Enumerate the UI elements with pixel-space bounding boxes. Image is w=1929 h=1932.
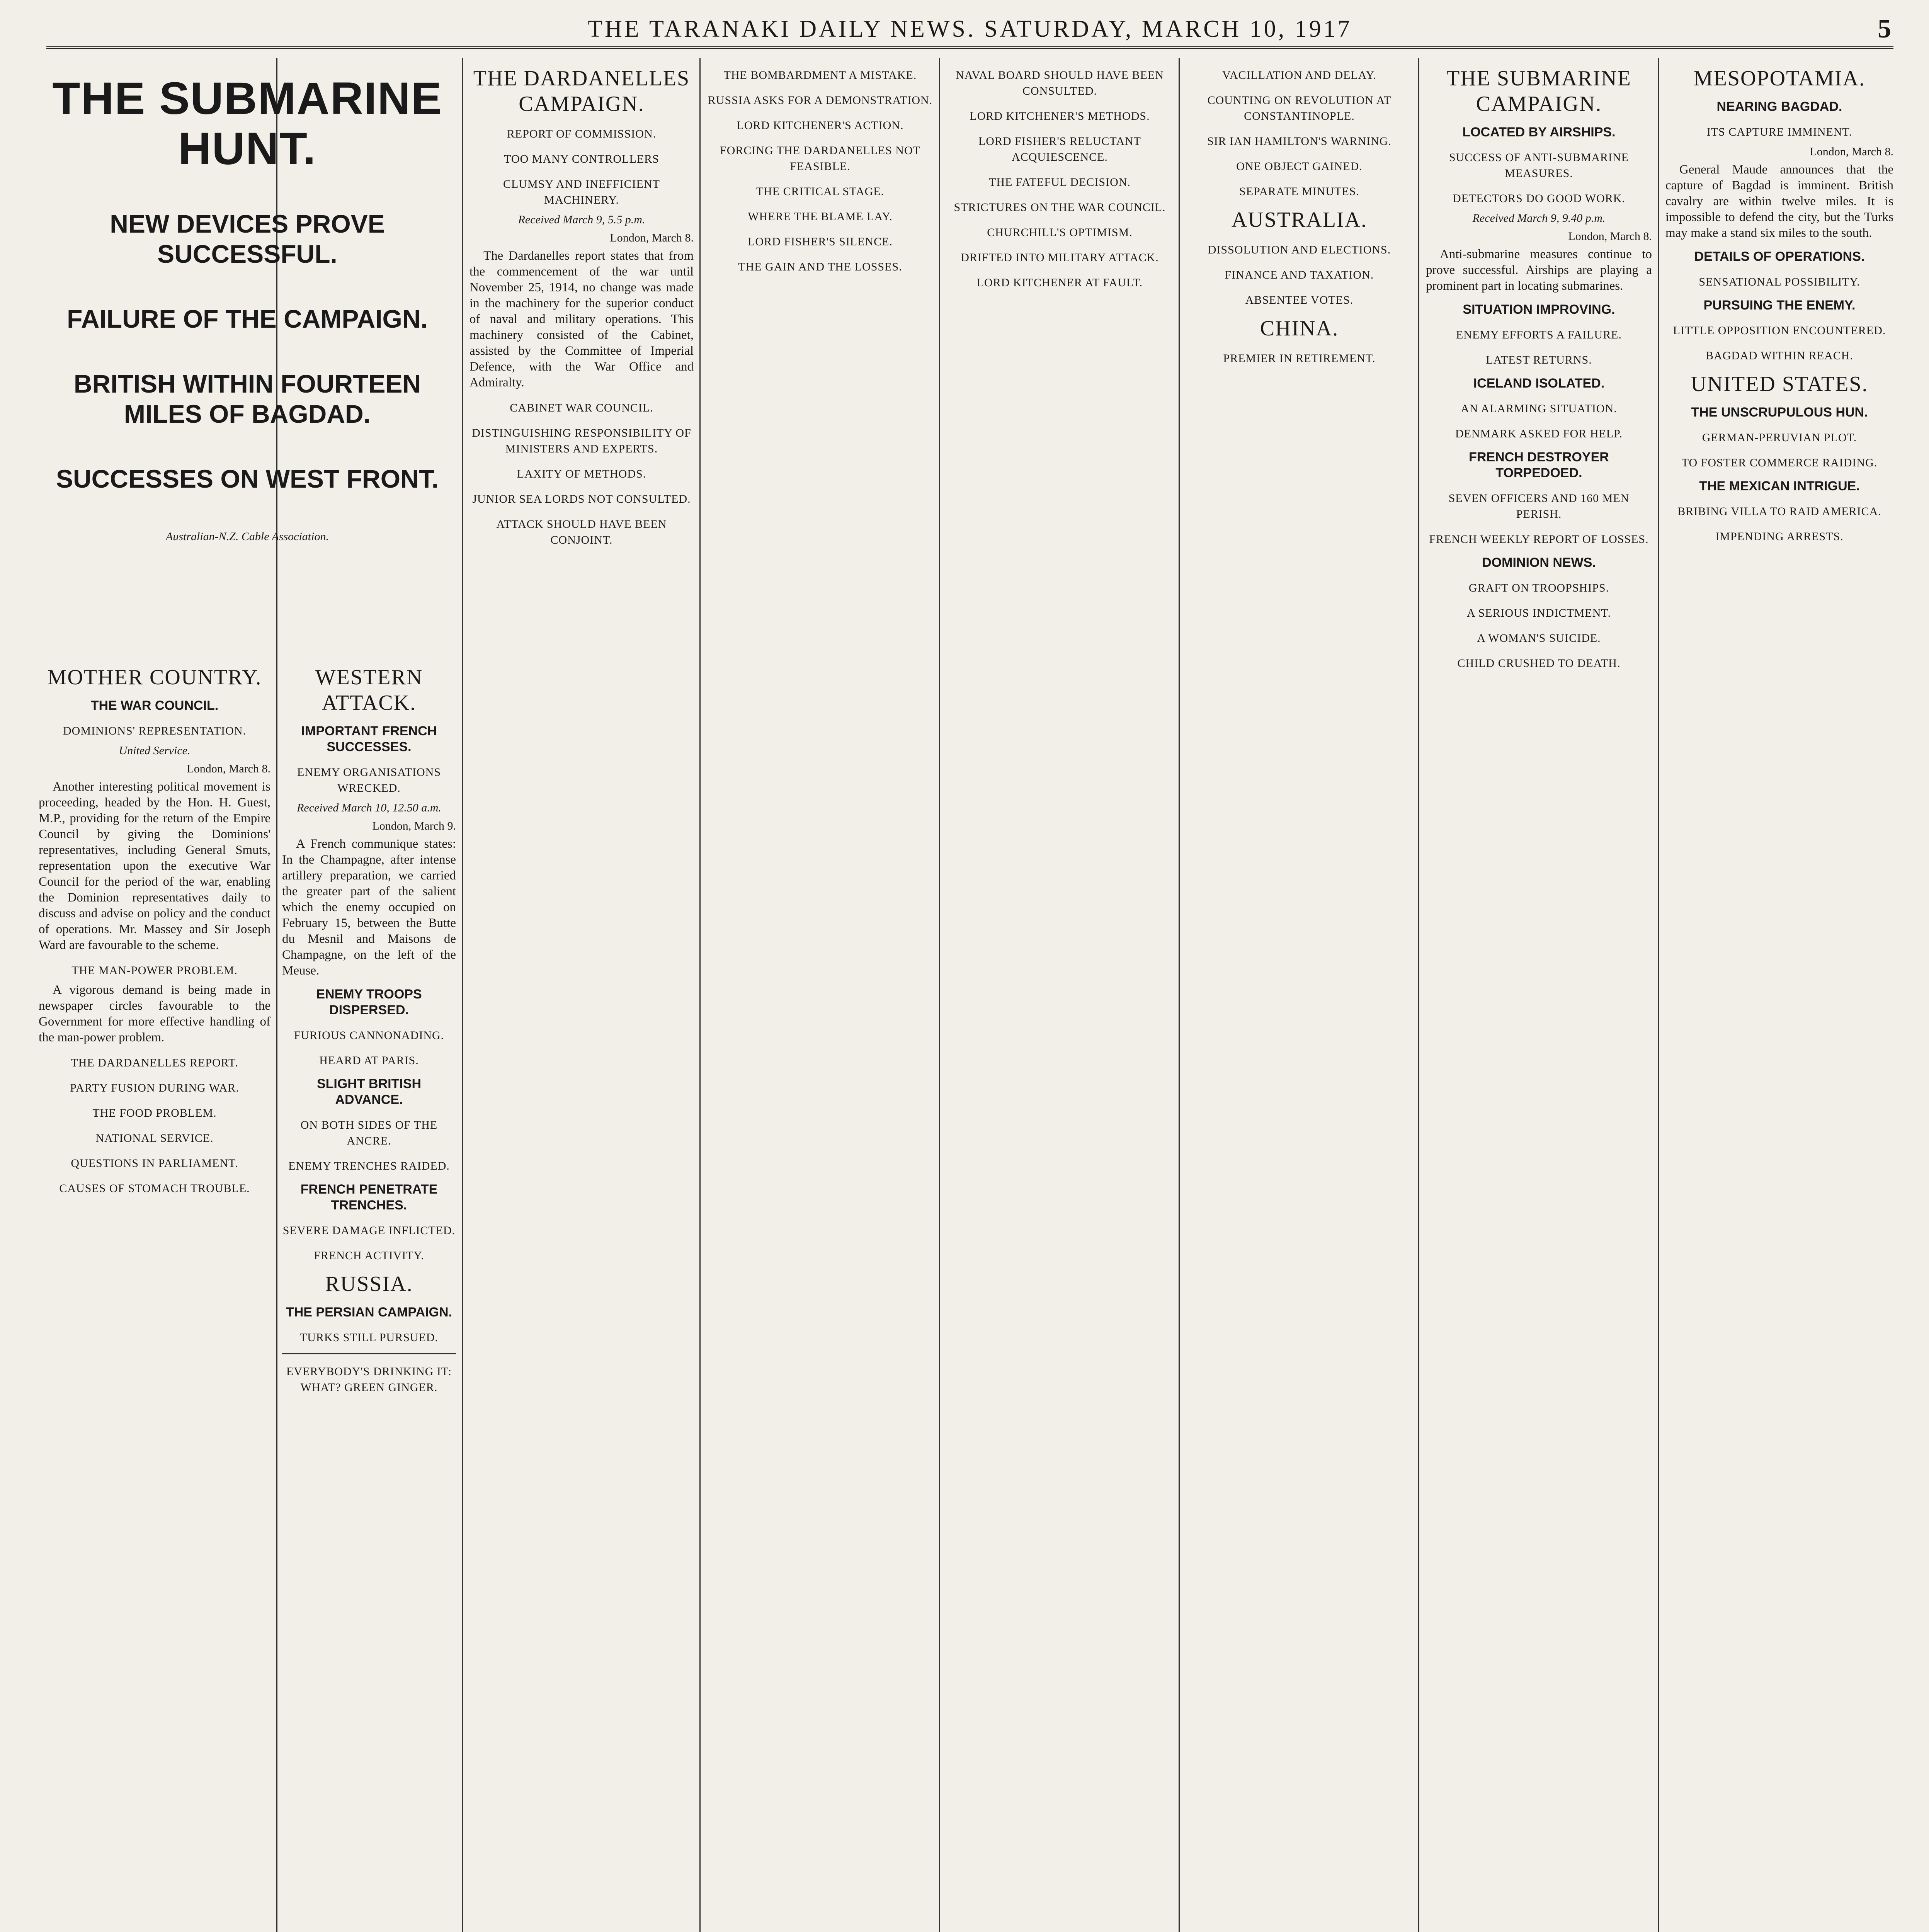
- article-subheading: GRAFT ON TROOPSHIPS.: [1468, 582, 1609, 594]
- article-subheading: DOMINIONS' REPRESENTATION.: [63, 724, 246, 737]
- article-subheading: BAGDAD WITHIN REACH.: [1706, 349, 1853, 362]
- article-heading: IMPORTANT FRENCH SUCCESSES.: [301, 724, 437, 754]
- article-subheading: PREMIER IN RETIREMENT.: [1223, 352, 1376, 365]
- article-subheading: THE BOMBARDMENT A MISTAKE.: [723, 69, 917, 82]
- column-rule: [699, 58, 701, 1932]
- article-heading: DETAILS OF OPERATIONS.: [1694, 249, 1865, 264]
- article-paragraph: A French communique states: In the Champagne, after intense artillery preparation, we carried the greater part of the salient which the enemy occupied on February 15, between the Butte du Mesnil and Maisons de Champagne, on the left of the Meuse.: [282, 837, 456, 978]
- article-subheading: PARTY FUSION DURING WAR.: [70, 1082, 239, 1094]
- dateline: London, March 8.: [610, 231, 694, 244]
- article-subheading: FINANCE AND TAXATION.: [1225, 269, 1374, 281]
- article-heading: SITUATION IMPROVING.: [1463, 302, 1615, 317]
- article-subheading: THE MAN-POWER PROBLEM.: [71, 964, 238, 977]
- article-subheading: IMPENDING ARRESTS.: [1715, 530, 1844, 543]
- article-heading: THE WAR COUNCIL.: [90, 698, 219, 713]
- article-subheading: JUNIOR SEA LORDS NOT CONSULTED.: [472, 493, 691, 505]
- article-paragraph: Another interesting political movement is proceeding, headed by the Hon. H. Guest, M.P., providing for the return of the Empire Council by giving the Dominions' representatives, including General Smuts, representation upon the executive War Council for the period of the war, enabling the Dominion representatives daily to discuss and advise on policy and the conduct of operations. Mr. Massey and Sir Joseph Ward are favourable to the scheme.: [39, 780, 270, 952]
- article-subheading: LATEST RETURNS.: [1486, 354, 1592, 366]
- column-rule: [1658, 58, 1659, 1932]
- article-subheading: VACILLATION AND DELAY.: [1222, 69, 1376, 82]
- advertisement: EVERYBODY'S DRINKING IT: WHAT? GREEN GINGER.: [286, 1365, 452, 1394]
- dateline: London, March 9.: [372, 820, 456, 832]
- article-heading: FRENCH PENETRATE TRENCHES.: [300, 1182, 438, 1213]
- article-subheading: LORD KITCHENER AT FAULT.: [976, 276, 1143, 289]
- dateline: London, March 8.: [1568, 230, 1652, 243]
- article-dardanelles: [469, 58, 694, 1932]
- article-mother-country: [39, 657, 270, 1932]
- article-subheading: FORCING THE DARDANELLES NOT FEASIBLE.: [720, 144, 920, 173]
- article-subheading: TOO MANY CONTROLLERS: [504, 153, 659, 165]
- article-mesopotamia: [1665, 58, 1893, 1932]
- article-commission-findings: [947, 58, 1173, 1932]
- article-subheading: STRICTURES ON THE WAR COUNCIL.: [954, 201, 1166, 214]
- section-heading: AUSTRALIA.: [1231, 208, 1368, 232]
- subheadline: SUCCESSES ON WEST FRONT.: [56, 464, 439, 493]
- subheadline: BRITISH WITHIN FOURTEEN MILES OF BAGDAD.: [73, 369, 421, 428]
- article-subheading: LAXITY OF METHODS.: [517, 468, 646, 480]
- article-subheading: CLUMSY AND INEFFICIENT MACHINERY.: [503, 178, 660, 206]
- section-heading: THE SUBMARINE CAMPAIGN.: [1446, 66, 1631, 116]
- subheadline: NEW DEVICES PROVE SUCCESSFUL.: [110, 209, 385, 268]
- article-subheading: GERMAN-PERUVIAN PLOT.: [1702, 431, 1857, 444]
- cable-credit: Australian-N.Z. Cable Association.: [166, 530, 329, 543]
- article-heading: PURSUING THE ENEMY.: [1703, 298, 1856, 313]
- article-heading: FRENCH DESTROYER TORPEDOED.: [1469, 450, 1609, 480]
- article-paragraph: A vigorous demand is being made in newspaper circles favourable to the Government for more effective handling of the man-power problem.: [39, 983, 270, 1044]
- article-heading: THE MEXICAN INTRIGUE.: [1699, 479, 1860, 493]
- article-heading: LOCATED BY AIRSHIPS.: [1462, 125, 1616, 139]
- article-subheading: SUCCESS OF ANTI-SUBMARINE MEASURES.: [1449, 151, 1629, 180]
- section-heading: MESOPOTAMIA.: [1693, 66, 1866, 90]
- article-paragraph: The Dardanelles report states that from the commencement of the war until November 25, 1914, no change was made in the machinery for the superior conduct of naval and military operations. This machinery consisted of the Cabinet, assisted by the Committee of Imperial Defence, with the War Office and Admiralty.: [469, 249, 694, 389]
- article-subheading: LORD FISHER'S SILENCE.: [748, 235, 893, 248]
- article-subheading: CAUSES OF STOMACH TROUBLE.: [59, 1182, 250, 1195]
- article-subheading: FURIOUS CANNONADING.: [294, 1029, 444, 1042]
- article-subheading: ENEMY EFFORTS A FAILURE.: [1456, 328, 1622, 341]
- article-subheading: CABINET WAR COUNCIL.: [510, 401, 653, 414]
- article-subheading: BRIBING VILLA TO RAID AMERICA.: [1677, 505, 1881, 518]
- article-heading: THE PERSIAN CAMPAIGN.: [286, 1305, 452, 1320]
- article-subheading: SIR IAN HAMILTON'S WARNING.: [1207, 135, 1391, 148]
- article-paragraph: Anti-submarine measures continue to prove successful. Airships are playing a prominent part in locating submarines.: [1426, 247, 1652, 293]
- column-rule: [939, 58, 940, 1932]
- article-heading: DOMINION NEWS.: [1482, 555, 1596, 570]
- article-subheading: SEVERE DAMAGE INFLICTED.: [282, 1224, 456, 1237]
- dateline: London, March 8.: [1810, 145, 1893, 158]
- article-subheading: THE DARDANELLES REPORT.: [71, 1056, 238, 1069]
- article-subheading: ONE OBJECT GAINED.: [1236, 160, 1363, 173]
- section-heading: RUSSIA.: [325, 1272, 413, 1296]
- article-subheading: DRIFTED INTO MILITARY ATTACK.: [961, 251, 1159, 264]
- received-line: Received March 9, 9.40 p.m.: [1472, 212, 1606, 224]
- article-subheading: ENEMY TRENCHES RAIDED.: [288, 1160, 450, 1172]
- article-subheading: LITTLE OPPOSITION ENCOUNTERED.: [1673, 324, 1886, 337]
- article-subheading: DISSOLUTION AND ELECTIONS.: [1208, 243, 1391, 256]
- article-subheading: RUSSIA ASKS FOR A DEMONSTRATION.: [708, 94, 933, 107]
- column-rule: [462, 58, 463, 1932]
- received-line: Received March 9, 5.5 p.m.: [518, 213, 645, 226]
- article-heading: ICELAND ISOLATED.: [1473, 376, 1605, 391]
- section-heading: UNITED STATES.: [1691, 372, 1868, 396]
- article-subheading: THE FATEFUL DECISION.: [989, 176, 1131, 189]
- page-number: 5: [1878, 14, 1893, 44]
- subheadline: FAILURE OF THE CAMPAIGN.: [67, 304, 428, 333]
- column-rule: [1418, 58, 1419, 1932]
- dateline: London, March 8.: [187, 762, 270, 775]
- article-subheading: TO FOSTER COMMERCE RAIDING.: [1681, 456, 1878, 469]
- article-subheading: THE CRITICAL STAGE.: [756, 185, 885, 198]
- article-subheading: NAVAL BOARD SHOULD HAVE BEEN CONSULTED.: [956, 69, 1164, 97]
- article-subheading: REPORT OF COMMISSION.: [507, 128, 657, 140]
- article-subheading: THE GAIN AND THE LOSSES.: [738, 260, 902, 273]
- article-subheading: WHERE THE BLAME LAY.: [748, 210, 893, 223]
- section-heading: THE DARDANELLES CAMPAIGN.: [473, 66, 690, 116]
- source-line: United Service.: [119, 744, 191, 757]
- article-subheading: ON BOTH SIDES OF THE ANCRE.: [300, 1119, 438, 1147]
- section-heading: WESTERN ATTACK.: [315, 665, 423, 715]
- article-subheading: LORD KITCHENER'S METHODS.: [970, 110, 1150, 122]
- masthead: [46, 12, 1893, 49]
- article-subheading: NATIONAL SERVICE.: [95, 1132, 214, 1145]
- article-subheading: THE FOOD PROBLEM.: [92, 1107, 217, 1119]
- divider: [282, 1353, 456, 1354]
- article-subheading: FRENCH ACTIVITY.: [314, 1249, 424, 1262]
- section-heading: MOTHER COUNTRY.: [47, 665, 262, 689]
- article-subheading: COUNTING ON REVOLUTION AT CONSTANTINOPLE.: [1207, 94, 1391, 122]
- article-subheading: LORD KITCHENER'S ACTION.: [737, 119, 904, 132]
- article-subheading: ITS CAPTURE IMMINENT.: [1706, 126, 1852, 138]
- article-subheading: A WOMAN'S SUICIDE.: [1477, 632, 1601, 645]
- article-subheading: ABSENTEE VOTES.: [1245, 294, 1354, 306]
- article-subheading: DENMARK ASKED FOR HELP.: [1455, 427, 1623, 440]
- article-heading: THE UNSCRUPULOUS HUN.: [1691, 405, 1868, 420]
- column-rule: [1179, 58, 1180, 1932]
- article-subheading: CHILD CRUSHED TO DEATH.: [1457, 657, 1621, 670]
- article-subheading: CHURCHILL'S OPTIMISM.: [987, 226, 1133, 239]
- article-subheading: TURKS STILL PURSUED.: [299, 1331, 439, 1344]
- article-heading: NEARING BAGDAD.: [1716, 99, 1842, 114]
- section-heading: CHINA.: [1260, 316, 1339, 340]
- article-subheading: SENSATIONAL POSSIBILITY.: [1699, 276, 1860, 288]
- article-heading: ENEMY TROOPS DISPERSED.: [316, 987, 422, 1017]
- article-subheading: QUESTIONS IN PARLIAMENT.: [71, 1157, 238, 1170]
- article-submarine-campaign: [1426, 58, 1652, 1932]
- headline-banner: [39, 58, 456, 638]
- article-heading: SLIGHT BRITISH ADVANCE.: [316, 1077, 422, 1107]
- article-subheading: DETECTORS DO GOOD WORK.: [1453, 192, 1625, 205]
- article-australia-china: [1186, 58, 1412, 1932]
- article-subheading: ENEMY ORGANISATIONS WRECKED.: [297, 766, 441, 794]
- article-paragraph: General Maude announces that the capture of Bagdad is imminent. British cavalry are within twelve miles. It is impossible to defend the city, but the Turks may make a stand six miles to the south.: [1665, 163, 1893, 240]
- article-subheading: LORD FISHER'S RELUCTANT ACQUIESCENCE.: [978, 135, 1141, 163]
- article-subheading: DISTINGUISHING RESPONSIBILITY OF MINISTERS AND EXPERTS.: [472, 427, 691, 455]
- main-headline: THE SUBMARINE HUNT.: [52, 73, 442, 174]
- article-subheading: ATTACK SHOULD HAVE BEEN CONJOINT.: [496, 518, 667, 546]
- article-dardanelles-continued: [707, 58, 933, 1932]
- article-subheading: SEVEN OFFICERS AND 160 MEN PERISH.: [1448, 492, 1630, 520]
- article-subheading: SEPARATE MINUTES.: [1239, 185, 1359, 198]
- article-subheading: A SERIOUS INDICTMENT.: [1467, 607, 1611, 619]
- article-subheading: HEARD AT PARIS.: [319, 1054, 419, 1067]
- article-subheading: AN ALARMING SITUATION.: [1461, 402, 1617, 415]
- newspaper-title: THE TARANAKI DAILY NEWS. SATURDAY, MARCH 10, 1917: [588, 16, 1352, 42]
- article-western-attack: [282, 657, 456, 1932]
- received-line: Received March 10, 12.50 a.m.: [297, 801, 441, 814]
- article-subheading: FRENCH WEEKLY REPORT OF LOSSES.: [1429, 533, 1649, 546]
